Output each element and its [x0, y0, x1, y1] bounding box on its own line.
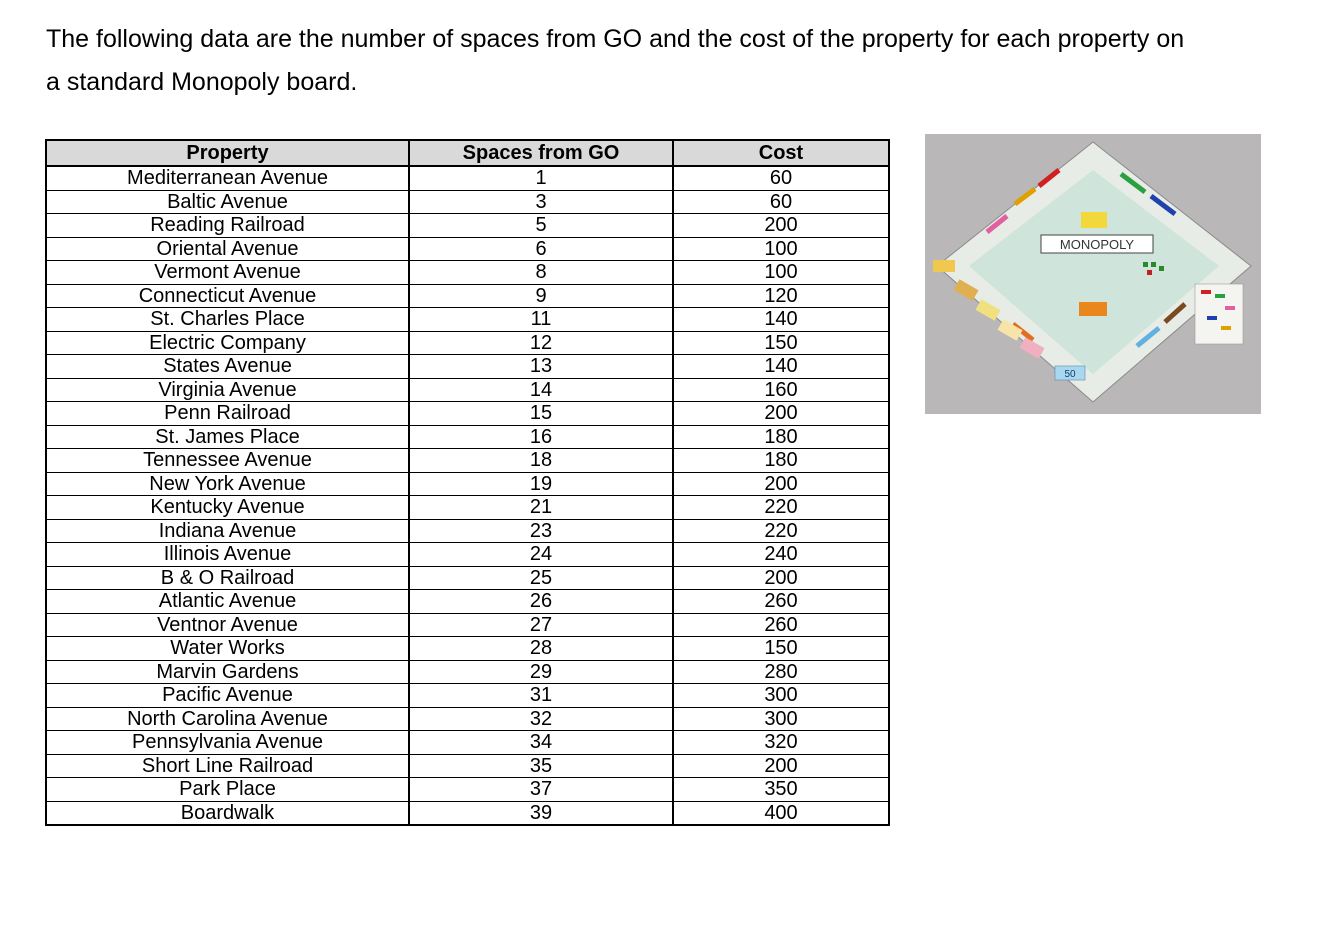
cell-spaces-from-go: 39	[409, 801, 673, 825]
intro-paragraph: The following data are the number of spaces from GO and the cost of the property for each property on a standard Monopoly board.	[46, 25, 1185, 96]
table-row	[46, 731, 889, 755]
cell-spaces-from-go: 31	[409, 684, 673, 708]
cell-cost: 150	[673, 637, 889, 661]
table-row	[46, 472, 889, 496]
cell-cost: 220	[673, 496, 889, 520]
cell-cost: 200	[673, 472, 889, 496]
table-row	[46, 778, 889, 802]
table-row	[46, 308, 889, 332]
cell-cost: 150	[673, 331, 889, 355]
cell-spaces-from-go: 8	[409, 261, 673, 285]
cell-property: Pennsylvania Avenue	[46, 731, 409, 755]
cell-cost: 160	[673, 378, 889, 402]
cell-cost: 280	[673, 660, 889, 684]
cell-cost: 140	[673, 308, 889, 332]
table-row	[46, 449, 889, 473]
cell-spaces-from-go: 26	[409, 590, 673, 614]
cell-spaces-from-go: 21	[409, 496, 673, 520]
cell-cost: 120	[673, 284, 889, 308]
table-row	[46, 637, 889, 661]
table-row	[46, 425, 889, 449]
table-row	[46, 214, 889, 238]
table-row	[46, 801, 889, 825]
table-row	[46, 660, 889, 684]
cell-property: Penn Railroad	[46, 402, 409, 426]
header-property: Property	[46, 140, 409, 166]
cell-cost: 300	[673, 707, 889, 731]
cell-property: Electric Company	[46, 331, 409, 355]
cell-spaces-from-go: 29	[409, 660, 673, 684]
table-header-row	[46, 140, 889, 166]
cell-property: Baltic Avenue	[46, 190, 409, 214]
cell-property: States Avenue	[46, 355, 409, 379]
money-bill-label: 50	[1064, 369, 1076, 380]
cell-spaces-from-go: 28	[409, 637, 673, 661]
cell-property: St. James Place	[46, 425, 409, 449]
cell-spaces-from-go: 1	[409, 166, 673, 190]
cell-cost: 220	[673, 519, 889, 543]
cell-property: B & O Railroad	[46, 566, 409, 590]
cell-property: Connecticut Avenue	[46, 284, 409, 308]
cell-spaces-from-go: 13	[409, 355, 673, 379]
cell-cost: 60	[673, 190, 889, 214]
cell-property: Water Works	[46, 637, 409, 661]
header-spaces-from-go: Spaces from GO	[409, 140, 673, 166]
table-row	[46, 355, 889, 379]
table-row	[46, 684, 889, 708]
table-row	[46, 613, 889, 637]
table-row	[46, 543, 889, 567]
cell-property: Short Line Railroad	[46, 754, 409, 778]
cell-property: Atlantic Avenue	[46, 590, 409, 614]
cell-cost: 200	[673, 754, 889, 778]
cell-cost: 100	[673, 261, 889, 285]
cell-spaces-from-go: 18	[409, 449, 673, 473]
cell-spaces-from-go: 37	[409, 778, 673, 802]
monopoly-board-photo	[925, 134, 1261, 414]
cell-spaces-from-go: 16	[409, 425, 673, 449]
table-row	[46, 754, 889, 778]
cell-cost: 100	[673, 237, 889, 261]
table-row	[46, 261, 889, 285]
table-row	[46, 519, 889, 543]
cell-spaces-from-go: 24	[409, 543, 673, 567]
cell-cost: 60	[673, 166, 889, 190]
cell-spaces-from-go: 5	[409, 214, 673, 238]
cell-spaces-from-go: 12	[409, 331, 673, 355]
table-row	[46, 331, 889, 355]
table-row	[46, 378, 889, 402]
cell-cost: 180	[673, 425, 889, 449]
cell-cost: 240	[673, 543, 889, 567]
cell-property: Indiana Avenue	[46, 519, 409, 543]
table-row	[46, 166, 889, 190]
cell-property: Illinois Avenue	[46, 543, 409, 567]
table-row	[46, 190, 889, 214]
cell-spaces-from-go: 3	[409, 190, 673, 214]
table-row	[46, 566, 889, 590]
cell-spaces-from-go: 6	[409, 237, 673, 261]
cell-spaces-from-go: 27	[409, 613, 673, 637]
cell-property: Ventnor Avenue	[46, 613, 409, 637]
cell-cost: 260	[673, 613, 889, 637]
monopoly-logo-text: MONOPOLY	[1059, 237, 1135, 252]
table-row	[46, 707, 889, 731]
header-cost: Cost	[673, 140, 889, 166]
table-row	[46, 590, 889, 614]
cell-property: St. Charles Place	[46, 308, 409, 332]
cell-spaces-from-go: 34	[409, 731, 673, 755]
cell-property: Pacific Avenue	[46, 684, 409, 708]
cell-spaces-from-go: 23	[409, 519, 673, 543]
cell-cost: 200	[673, 566, 889, 590]
cell-spaces-from-go: 19	[409, 472, 673, 496]
cell-spaces-from-go: 11	[409, 308, 673, 332]
cell-spaces-from-go: 15	[409, 402, 673, 426]
cell-property: Vermont Avenue	[46, 261, 409, 285]
cell-spaces-from-go: 14	[409, 378, 673, 402]
cell-cost: 200	[673, 214, 889, 238]
cell-cost: 260	[673, 590, 889, 614]
cell-spaces-from-go: 32	[409, 707, 673, 731]
cell-cost: 320	[673, 731, 889, 755]
cell-property: North Carolina Avenue	[46, 707, 409, 731]
cell-spaces-from-go: 25	[409, 566, 673, 590]
cell-cost: 200	[673, 402, 889, 426]
cell-cost: 300	[673, 684, 889, 708]
monopoly-properties-table	[45, 139, 890, 826]
cell-property: New York Avenue	[46, 472, 409, 496]
cell-cost: 140	[673, 355, 889, 379]
table-row	[46, 284, 889, 308]
cell-property: Oriental Avenue	[46, 237, 409, 261]
table-row	[46, 402, 889, 426]
cell-property: Tennessee Avenue	[46, 449, 409, 473]
cell-spaces-from-go: 9	[409, 284, 673, 308]
cell-cost: 400	[673, 801, 889, 825]
cell-property: Kentucky Avenue	[46, 496, 409, 520]
cell-property: Park Place	[46, 778, 409, 802]
cell-cost: 180	[673, 449, 889, 473]
cell-property: Mediterranean Avenue	[46, 166, 409, 190]
cell-property: Reading Railroad	[46, 214, 409, 238]
cell-cost: 350	[673, 778, 889, 802]
cell-property: Boardwalk	[46, 801, 409, 825]
cell-spaces-from-go: 35	[409, 754, 673, 778]
table-row	[46, 496, 889, 520]
cell-property: Marvin Gardens	[46, 660, 409, 684]
cell-property: Virginia Avenue	[46, 378, 409, 402]
table-row	[46, 237, 889, 261]
